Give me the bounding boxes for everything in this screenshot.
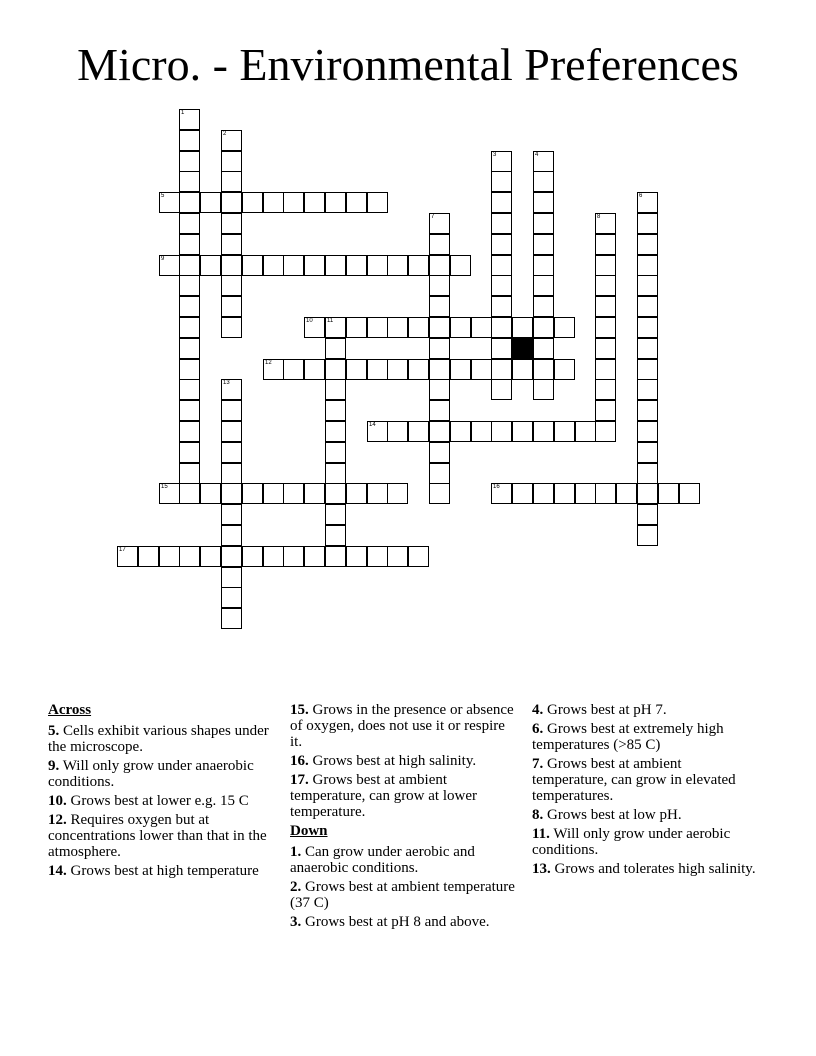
grid-cell[interactable] [221, 275, 242, 296]
grid-cell[interactable] [637, 296, 658, 317]
grid-cell[interactable] [346, 359, 367, 380]
grid-cell[interactable] [200, 546, 221, 567]
grid-cell[interactable] [325, 192, 346, 213]
clue-number: 8 [597, 214, 601, 220]
grid-cell[interactable] [450, 255, 471, 276]
clue-number: 5 [161, 193, 165, 199]
grid-cell[interactable] [367, 317, 388, 338]
grid-cell[interactable] [429, 463, 450, 484]
grid-cell[interactable] [533, 421, 554, 442]
clue-item-number: 6. [532, 721, 544, 737]
clue-column-2 [290, 702, 518, 933]
grid-cell[interactable] [325, 338, 346, 359]
grid-cell[interactable] [429, 483, 450, 504]
grid-cell[interactable] [533, 483, 554, 504]
clue-item-number: 16. [290, 753, 309, 769]
grid-cell[interactable] [408, 255, 429, 276]
clue-item [290, 879, 518, 911]
grid-cell[interactable] [595, 275, 616, 296]
grid-cell[interactable] [491, 296, 512, 317]
grid-cell[interactable] [595, 234, 616, 255]
grid-cell[interactable] [179, 317, 200, 338]
grid-cell[interactable] [491, 275, 512, 296]
clue-item [532, 826, 760, 858]
clue-number: 16 [493, 484, 500, 490]
grid-cell[interactable] [595, 359, 616, 380]
grid-cell[interactable] [637, 192, 658, 213]
grid-cell[interactable] [179, 546, 200, 567]
page-title: Micro. - Environmental Preferences [77, 39, 739, 90]
grid-cell[interactable] [491, 213, 512, 234]
grid-cell[interactable] [221, 504, 242, 525]
grid-cell[interactable] [387, 546, 408, 567]
clue-item [48, 793, 276, 809]
clue-item-text: Grows best at ambient temperature, can grow at lower temperature. [290, 772, 477, 820]
grid-cell[interactable] [242, 255, 263, 276]
grid-cell[interactable] [159, 483, 180, 504]
grid-cell[interactable] [179, 109, 200, 130]
clue-item-text: Grows best at high temperature [66, 863, 259, 879]
clue-item-text: Grows best at high salinity. [308, 753, 477, 769]
grid-cell[interactable] [263, 192, 284, 213]
grid-cell[interactable] [658, 483, 679, 504]
clue-number: 13 [223, 380, 230, 386]
grid-cell[interactable] [637, 338, 658, 359]
clue-item [532, 861, 760, 877]
grid-cell[interactable] [575, 421, 596, 442]
grid-cell[interactable] [221, 587, 242, 608]
clue-section-heading: Across [48, 702, 92, 718]
grid-cell[interactable] [637, 483, 658, 504]
grid-cell[interactable] [325, 400, 346, 421]
clue-number: 14 [369, 422, 376, 428]
grid-cell[interactable] [179, 400, 200, 421]
grid-cell[interactable] [595, 379, 616, 400]
grid-cell[interactable] [637, 359, 658, 380]
grid-cell[interactable] [325, 442, 346, 463]
grid-cell[interactable] [429, 338, 450, 359]
grid-cell[interactable] [304, 546, 325, 567]
grid-cell[interactable] [533, 296, 554, 317]
grid-cell[interactable] [491, 234, 512, 255]
grid-cell[interactable] [595, 296, 616, 317]
clue-item-text: Grows best at ambient temperature (37 C) [290, 879, 515, 911]
clue-item-number: 3. [290, 914, 302, 930]
clue-item [532, 756, 760, 804]
grid-cell[interactable] [200, 483, 221, 504]
grid-cell[interactable] [554, 359, 575, 380]
clue-item [290, 772, 518, 820]
grid-cell[interactable] [179, 213, 200, 234]
grid-cell[interactable] [595, 338, 616, 359]
clue-item-text: Grows best at low pH. [543, 807, 682, 823]
grid-cell[interactable] [637, 504, 658, 525]
grid-cell[interactable] [200, 255, 221, 276]
grid-cell[interactable] [450, 421, 471, 442]
grid-cell[interactable] [533, 151, 554, 172]
clue-number: 4 [535, 152, 539, 158]
clue-item-text: Grows best at ambient temperature, can grow in elevated temperatures. [532, 756, 736, 804]
grid-cell[interactable] [450, 359, 471, 380]
grid-cell[interactable] [179, 192, 200, 213]
grid-cell[interactable] [429, 255, 450, 276]
grid-cell[interactable] [242, 546, 263, 567]
clue-item-text: Grows in the presence or absence of oxygen, does not use it or respire it. [290, 702, 514, 750]
grid-cell[interactable] [554, 483, 575, 504]
grid-cell[interactable] [346, 317, 367, 338]
clue-number: 15 [161, 484, 168, 490]
grid-cell[interactable] [179, 171, 200, 192]
grid-cell[interactable] [221, 379, 242, 400]
grid-cell[interactable] [179, 338, 200, 359]
grid-cell[interactable] [512, 359, 533, 380]
grid-cell[interactable] [679, 483, 700, 504]
grid-cell[interactable] [595, 400, 616, 421]
grid-cell[interactable] [367, 255, 388, 276]
clue-item [532, 807, 760, 823]
grid-cell[interactable] [221, 171, 242, 192]
grid-cell[interactable] [387, 317, 408, 338]
clue-item-text: Requires oxygen but at concentrations lower than that in the atmosphere. [48, 812, 267, 860]
clue-item [48, 723, 276, 755]
grid-cell[interactable] [387, 359, 408, 380]
grid-cell[interactable] [263, 546, 284, 567]
grid-cell[interactable] [554, 317, 575, 338]
grid-cell[interactable] [637, 234, 658, 255]
clue-item-number: 13. [532, 861, 551, 877]
black-square [512, 338, 533, 359]
grid-cell[interactable] [637, 463, 658, 484]
grid-cell[interactable] [221, 463, 242, 484]
clue-item-number: 5. [48, 723, 60, 739]
clue-item [290, 753, 518, 769]
clue-item-number: 1. [290, 844, 302, 860]
clue-item [48, 863, 276, 879]
clue-number: 7 [431, 214, 435, 220]
grid-cell[interactable] [429, 317, 450, 338]
grid-cell[interactable] [595, 213, 616, 234]
grid-cell[interactable] [429, 213, 450, 234]
grid-cell[interactable] [263, 255, 284, 276]
grid-cell[interactable] [200, 192, 221, 213]
grid-cell[interactable] [471, 359, 492, 380]
clue-number: 6 [639, 193, 643, 199]
clue-number: 12 [265, 360, 272, 366]
grid-cell[interactable] [179, 130, 200, 151]
clue-item-text: Grows best at pH 8 and above. [301, 914, 490, 930]
grid-cell[interactable] [595, 483, 616, 504]
clue-item [290, 914, 518, 930]
grid-cell[interactable] [221, 192, 242, 213]
clue-item-number: 7. [532, 756, 544, 772]
grid-cell[interactable] [221, 151, 242, 172]
grid-cell[interactable] [221, 234, 242, 255]
grid-cell[interactable] [221, 317, 242, 338]
grid-cell[interactable] [221, 400, 242, 421]
grid-cell[interactable] [533, 255, 554, 276]
grid-cell[interactable] [325, 525, 346, 546]
grid-cell[interactable] [325, 255, 346, 276]
grid-cell[interactable] [221, 546, 242, 567]
grid-cell[interactable] [304, 317, 325, 338]
grid-cell[interactable] [637, 317, 658, 338]
grid-cell[interactable] [512, 483, 533, 504]
grid-cell[interactable] [179, 421, 200, 442]
grid-cell[interactable] [179, 359, 200, 380]
grid-cell[interactable] [221, 608, 242, 629]
grid-cell[interactable] [179, 234, 200, 255]
clue-item-number: 17. [290, 772, 309, 788]
grid-cell[interactable] [346, 546, 367, 567]
grid-cell[interactable] [179, 296, 200, 317]
grid-cell[interactable] [595, 421, 616, 442]
grid-cell[interactable] [325, 317, 346, 338]
grid-cell[interactable] [637, 442, 658, 463]
clue-item [532, 721, 760, 753]
grid-cell[interactable] [242, 192, 263, 213]
grid-cell[interactable] [575, 483, 596, 504]
clue-item-number: 12. [48, 812, 67, 828]
grid-cell[interactable] [450, 317, 471, 338]
clue-item-number: 2. [290, 879, 302, 895]
clue-column-1 [48, 702, 276, 882]
grid-cell[interactable] [637, 213, 658, 234]
grid-cell[interactable] [304, 483, 325, 504]
grid-cell[interactable] [637, 400, 658, 421]
grid-cell[interactable] [283, 483, 304, 504]
grid-cell[interactable] [429, 275, 450, 296]
clue-item-number: 15. [290, 702, 309, 718]
grid-cell[interactable] [179, 379, 200, 400]
grid-cell[interactable] [533, 213, 554, 234]
grid-cell[interactable] [637, 525, 658, 546]
grid-cell[interactable] [491, 192, 512, 213]
clue-item-number: 10. [48, 793, 67, 809]
grid-cell[interactable] [117, 546, 138, 567]
clue-item-text: Will only grow under aerobic conditions. [532, 826, 731, 858]
grid-cell[interactable] [408, 546, 429, 567]
grid-cell[interactable] [533, 275, 554, 296]
clue-item-number: 8. [532, 807, 544, 823]
clue-number: 1 [181, 110, 185, 116]
clue-item [290, 844, 518, 876]
clue-number: 10 [306, 318, 313, 324]
grid-cell[interactable] [408, 317, 429, 338]
grid-cell[interactable] [616, 483, 637, 504]
grid-cell[interactable] [387, 483, 408, 504]
clue-item-text: Grows and tolerates high salinity. [550, 861, 756, 877]
grid-cell[interactable] [491, 317, 512, 338]
clue-item [48, 758, 276, 790]
grid-cell[interactable] [429, 400, 450, 421]
grid-cell[interactable] [637, 379, 658, 400]
grid-cell[interactable] [471, 317, 492, 338]
grid-cell[interactable] [637, 275, 658, 296]
grid-cell[interactable] [179, 463, 200, 484]
grid-cell[interactable] [491, 483, 512, 504]
grid-cell[interactable] [179, 483, 200, 504]
grid-cell[interactable] [179, 275, 200, 296]
grid-cell[interactable] [491, 171, 512, 192]
grid-cell[interactable] [325, 483, 346, 504]
grid-cell[interactable] [491, 151, 512, 172]
clue-item [290, 702, 518, 750]
grid-cell[interactable] [138, 546, 159, 567]
grid-cell[interactable] [533, 171, 554, 192]
grid-cell[interactable] [221, 567, 242, 588]
clue-item-text: Grows best at extremely high temperatures (>85 C) [532, 721, 724, 753]
grid-cell[interactable] [512, 421, 533, 442]
grid-cell[interactable] [221, 255, 242, 276]
clue-number: 3 [493, 152, 497, 158]
grid-cell[interactable] [533, 359, 554, 380]
clue-item [48, 812, 276, 860]
clue-item-text: Grows best at pH 7. [543, 702, 667, 718]
grid-cell[interactable] [346, 483, 367, 504]
grid-cell[interactable] [283, 192, 304, 213]
clue-item-text: Can grow under aerobic and anaerobic conditions. [290, 844, 475, 876]
grid-cell[interactable] [367, 359, 388, 380]
grid-cell[interactable] [429, 296, 450, 317]
grid-cell[interactable] [221, 130, 242, 151]
grid-cell[interactable] [491, 379, 512, 400]
grid-cell[interactable] [491, 359, 512, 380]
clue-item-number: 4. [532, 702, 544, 718]
grid-cell[interactable] [491, 421, 512, 442]
clue-item-number: 14. [48, 863, 67, 879]
clue-column-3 [532, 702, 760, 880]
clue-section-heading: Down [290, 823, 328, 839]
grid-cell[interactable] [429, 442, 450, 463]
grid-cell[interactable] [346, 192, 367, 213]
grid-cell[interactable] [429, 421, 450, 442]
grid-cell[interactable] [242, 483, 263, 504]
grid-cell[interactable] [533, 192, 554, 213]
grid-cell[interactable] [304, 359, 325, 380]
grid-cell[interactable] [221, 421, 242, 442]
grid-cell[interactable] [491, 255, 512, 276]
grid-cell[interactable] [429, 379, 450, 400]
grid-cell[interactable] [304, 192, 325, 213]
clue-item-number: 11. [532, 826, 550, 842]
grid-cell[interactable] [159, 546, 180, 567]
grid-cell[interactable] [304, 255, 325, 276]
grid-cell[interactable] [221, 483, 242, 504]
grid-cell[interactable] [283, 546, 304, 567]
grid-cell[interactable] [595, 255, 616, 276]
grid-cell[interactable] [263, 359, 284, 380]
clue-item [532, 702, 760, 718]
grid-cell[interactable] [283, 359, 304, 380]
grid-cell[interactable] [408, 359, 429, 380]
grid-cell[interactable] [221, 442, 242, 463]
grid-cell[interactable] [408, 421, 429, 442]
grid-cell[interactable] [367, 546, 388, 567]
clue-number: 17 [119, 547, 126, 553]
grid-cell[interactable] [554, 421, 575, 442]
grid-cell[interactable] [221, 525, 242, 546]
grid-cell[interactable] [471, 421, 492, 442]
grid-cell[interactable] [533, 317, 554, 338]
grid-cell[interactable] [325, 546, 346, 567]
grid-cell[interactable] [429, 359, 450, 380]
grid-cell[interactable] [325, 421, 346, 442]
grid-cell[interactable] [533, 234, 554, 255]
grid-cell[interactable] [179, 255, 200, 276]
grid-cell[interactable] [325, 359, 346, 380]
grid-cell[interactable] [159, 255, 180, 276]
grid-cell[interactable] [512, 317, 533, 338]
clue-number: 9 [161, 256, 165, 262]
clue-number: 2 [223, 131, 227, 137]
grid-cell[interactable] [221, 296, 242, 317]
grid-cell[interactable] [367, 421, 388, 442]
grid-cell[interactable] [179, 442, 200, 463]
grid-cell[interactable] [595, 317, 616, 338]
grid-cell[interactable] [637, 255, 658, 276]
grid-cell[interactable] [491, 338, 512, 359]
clue-item-text: Cells exhibit various shapes under the microscope. [48, 723, 269, 755]
grid-cell[interactable] [159, 192, 180, 213]
grid-cell[interactable] [533, 338, 554, 359]
grid-cell[interactable] [325, 379, 346, 400]
grid-cell[interactable] [367, 483, 388, 504]
grid-cell[interactable] [325, 504, 346, 525]
clue-number: 11 [327, 318, 334, 324]
grid-cell[interactable] [387, 421, 408, 442]
grid-cell[interactable] [325, 463, 346, 484]
grid-cell[interactable] [533, 379, 554, 400]
grid-cell[interactable] [179, 151, 200, 172]
grid-cell[interactable] [283, 255, 304, 276]
grid-cell[interactable] [367, 192, 388, 213]
grid-cell[interactable] [387, 255, 408, 276]
clue-item-text: Will only grow under anaerobic conditions. [48, 758, 254, 790]
grid-cell[interactable] [346, 255, 367, 276]
grid-cell[interactable] [637, 421, 658, 442]
grid-cell[interactable] [429, 234, 450, 255]
grid-cell[interactable] [263, 483, 284, 504]
clue-item-text: Grows best at lower e.g. 15 C [66, 793, 249, 809]
clue-item-number: 9. [48, 758, 60, 774]
grid-cell[interactable] [221, 213, 242, 234]
